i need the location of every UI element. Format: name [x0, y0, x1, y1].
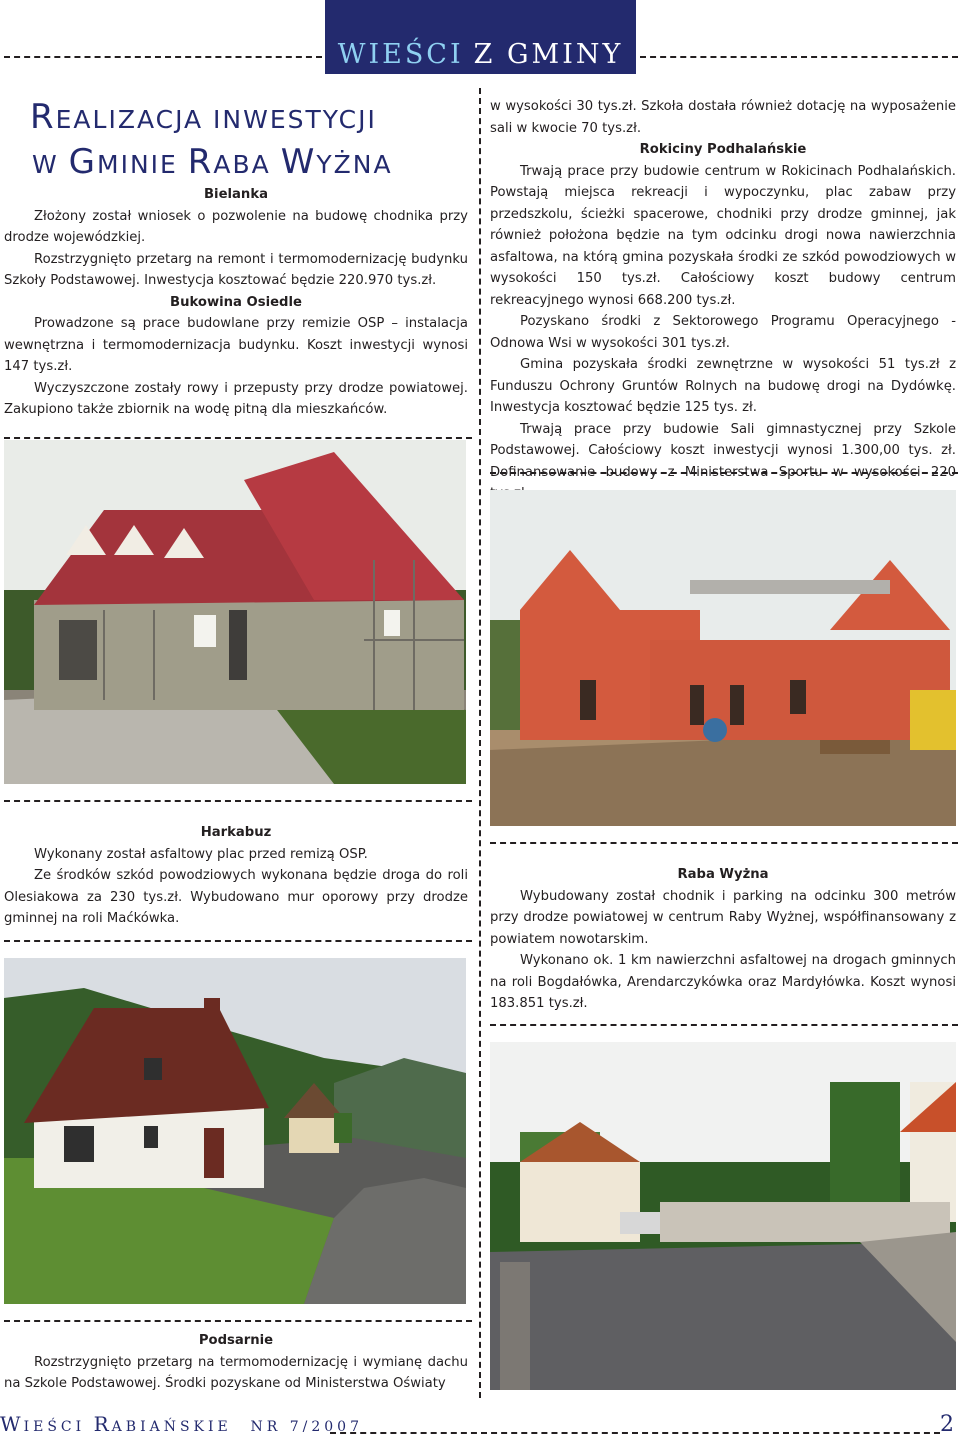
photo1-bottom-dash [4, 800, 472, 802]
issue-number: NR 7/2007 [250, 1419, 363, 1435]
title-line-2: W GMINIE RABA WYŻNA [32, 142, 393, 182]
footer-dash [330, 1432, 940, 1434]
right-text-top [490, 96, 956, 505]
banner-word-2: Z GMINY [473, 39, 624, 70]
raba-p1: Wybudowany został chodnik i parking na odcinku 300 metrów przy drodze powiatowej w centrum Raby Wyżnej, współfinansowany z powiatem nowotarskim. [490, 888, 956, 947]
heading-rokiciny: Rokiciny Podhalańskie [639, 142, 807, 157]
heading-raba: Raba Wyżna [677, 867, 769, 882]
bukowina-p1: Prowadzone są prace budowlane przy remizie OSP – instalacja wewnętrzna i termomodernizacja budynku. Koszt inwestycji wynosi 147 tys.zł. [4, 316, 468, 374]
heading-bukowina: Bukowina Osiedle [170, 294, 302, 310]
rokiciny-p1: Trwają prace przy budowie centrum w Rokicinach Podhalańskich. Powstają miejsca rekreacji i wypoczynku, plac zabaw przy przedszkolu, ścieżki spacerowe, chodniki przy drodze gminnej, jak również położona będzie na tym odcinku drogi nowa nawierzchnia asfaltowa, na którą gmina pozyskała środki ze szkód powodziowych w wysokości 150 tys.zł. Całościowy koszt budowy centrum rekreacyjnego wynosi 668.200 tys.zł. [490, 163, 956, 308]
banner-word-1: WIEŚCI [337, 39, 464, 70]
photo3-top-dash [4, 940, 472, 942]
title-line-1: REALIZACJA INWESTYCJI [30, 97, 377, 137]
harkabuz-p1: Wykonany został asfaltowy plac przed remizą OSP. [34, 846, 368, 862]
harkabuz-p2: Ze środków szkód powodziowych wykonana będzie droga do roli Olesiakowa za 230 tys.zł. Wybudowano mur oporowy przy drodze gminnej na roli Maćkówka. [4, 868, 468, 926]
bielanka-p1: Złożony został wniosek o pozwolenie na budowę chodnika przy drodze wojewódzkiej. [4, 208, 468, 245]
column-divider [479, 88, 481, 1398]
photo4-top-dash [490, 1024, 958, 1026]
harkabuz-text [4, 822, 468, 930]
continuation-p: w wysokości 30 tys.zł. Szkoła dostała również dotację na wyposażenie sali w kwocie 70 tys.zł. [490, 99, 956, 136]
photo3-bottom-dash [4, 1320, 472, 1322]
photo2-bottom-dash [490, 842, 958, 844]
podsarnie-p1: Rozstrzygnięto przetarg na termomodernizację i wymianę dachu na Szkole Podstawowej. Środki pozyskane od Ministerstwa Oświaty [4, 1354, 468, 1391]
left-text-top [4, 184, 468, 421]
raba-text [490, 864, 956, 1015]
bukowina-p2: Wyczyszczone zostały rowy i przepusty przy drodze powiatowej. Zakupiono także zbiornik na wodę pitną dla mieszkańców. [4, 380, 468, 417]
photo-street-sidewalk [490, 1042, 956, 1390]
top-dash-left [4, 56, 322, 58]
rokiciny-p3: Gmina pozyskała środki zewnętrzne w wysokości 51 tys.zł z Funduszu Ochrony Gruntów Rolnych na budowę drogi na Dydówkę. Inwestycja kosztować będzie 125 tys. zł. [490, 357, 956, 415]
heading-harkabuz: Harkabuz [200, 825, 272, 840]
section-banner [325, 0, 636, 74]
heading-podsarnie: Podsarnie [198, 1333, 274, 1348]
raba-p2: Wykonano ok. 1 km nawierzchni asfaltowej na drogach gminnych na roli Bogdałówka, Arendarczykówka oraz Mardyłówka. Koszt wynosi 183.851 tys.zł. [490, 953, 956, 1011]
photo-remiza-road [4, 958, 466, 1304]
photo-fire-station [4, 440, 466, 784]
rokiciny-p4: Trwają prace przy budowie Sali gimnastycznej przy Szkole Podstawowej. Całościowy koszt inwestycji wynosi 1.300,00 tys. zł. Dofinansowanie budowy z Ministerstwa Sportu w wysokości 220 [490, 421, 956, 480]
rokiciny-p2: Pozyskano środki z Sektorowego Programu Operacyjnego - Odnowa Wsi w wysokości 301 tys.zł. [490, 314, 956, 351]
photo1-top-dash [4, 437, 472, 439]
top-dash-right [640, 56, 958, 58]
page-number: 2 [940, 1412, 954, 1437]
article-title [30, 96, 450, 186]
heading-bielanka: Bielanka [204, 187, 268, 202]
podsarnie-text [4, 1330, 468, 1395]
photo-brick-construction [490, 490, 956, 826]
footer-magazine-title: WIEŚCI RABIAŃSKIE NR 7/2007 [0, 1412, 363, 1436]
bielanka-p2: Rozstrzygnięto przetarg na remont i termomodernizację budynku Szkoły Podstawowej. Inwestycja kosztować będzie 220.970 tys.zł. [4, 251, 468, 288]
